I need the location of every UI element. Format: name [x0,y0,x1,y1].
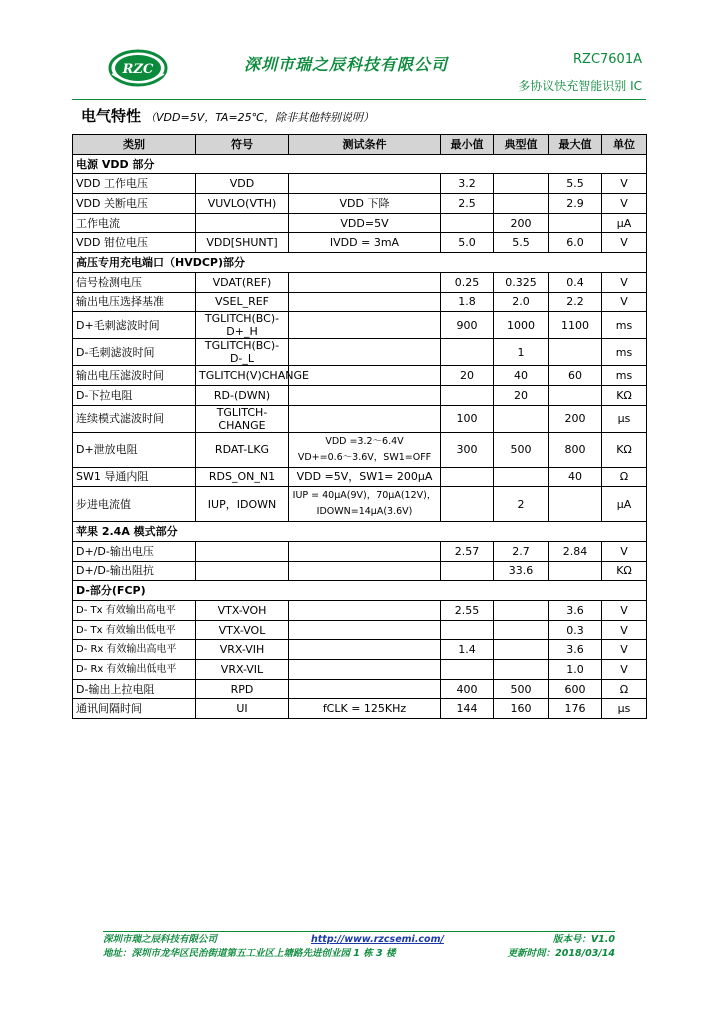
min-value-cell: 5.0 [441,233,494,253]
symbol-cell: TGLITCH(BC)-D-_L [196,339,289,366]
unit-cell: V [602,660,647,680]
rzc-logo [108,48,168,88]
col-header-symbol: 符号 [196,135,289,155]
condition-line-1: VDD =3.2～6.4V [325,435,404,447]
condition-cell [289,385,441,405]
typ-value-cell [494,660,549,680]
symbol-cell: TGLITCH(BC)-D+_H [196,312,289,339]
param-name-cell: D-下拉电阻 [73,385,196,405]
section-heading: D-部分(FCP) [73,581,647,601]
unit-cell: KΩ [602,561,647,581]
company-name: 深圳市瑞之辰科技有限公司 [244,55,449,74]
section-note: （VDD=5V，TA=25℃，除非其他特别说明） [145,111,375,124]
typ-value-cell: 20 [494,385,549,405]
max-value-cell: 176 [549,699,602,719]
condition-cell [289,174,441,194]
logo-text: RZC [122,62,154,77]
max-value-cell: 60 [549,366,602,386]
unit-cell: KΩ [602,432,647,467]
max-value-cell: 0.3 [549,620,602,640]
unit-cell: V [602,194,647,214]
unit-cell: V [602,174,647,194]
table-row [73,213,647,233]
symbol-cell: TGLITCH-CHANGE [196,405,289,432]
table-row [73,467,647,487]
symbol-cell: RDAT-LKG [196,432,289,467]
symbol-cell: VSEL_REF [196,292,289,312]
min-value-cell: 2.5 [441,194,494,214]
condition-cell [289,561,441,581]
typ-value-cell [494,640,549,660]
symbol-cell: VUVLO(VTH) [196,194,289,214]
min-value-cell: 144 [441,699,494,719]
section-row [73,154,647,174]
param-name-cell: D- Tx 有效输出低电平 [73,620,196,640]
table-row [73,194,647,214]
unit-cell: KΩ [602,385,647,405]
unit-cell: V [602,541,647,561]
table-row [73,174,647,194]
condition-cell: VDD 下降 [289,194,441,214]
symbol-cell: IUP，IDOWN [196,487,289,522]
table-row [73,272,647,292]
min-value-cell: 0.25 [441,272,494,292]
param-name-cell: D- Rx 有效输出低电平 [73,660,196,680]
symbol-cell: VDD[SHUNT] [196,233,289,253]
symbol-cell [196,213,289,233]
unit-cell: μs [602,699,647,719]
condition-cell: VDD =5V，SW1= 200μA [289,467,441,487]
max-value-cell: 2.2 [549,292,602,312]
unit-cell: μA [602,487,647,522]
col-header-min: 最小值 [441,135,494,155]
condition-line-2: IDOWN=14μA(3.6V) [316,506,413,518]
param-name-cell: 步进电流值 [73,487,196,522]
min-value-cell: 3.2 [441,174,494,194]
typ-value-cell: 40 [494,366,549,386]
col-header-max: 最大值 [549,135,602,155]
typ-value-cell: 2 [494,487,549,522]
section-row [73,522,647,542]
param-name-cell: D+毛刺滤波时间 [73,312,196,339]
condition-cell [289,660,441,680]
unit-cell: V [602,233,647,253]
symbol-cell: VRX-VIL [196,660,289,680]
product-code: RZC7601A [573,52,642,67]
param-name-cell: VDD 关断电压 [73,194,196,214]
min-value-cell: 1.8 [441,292,494,312]
electrical-spec-table [72,134,647,719]
max-value-cell: 2.9 [549,194,602,214]
condition-cell [289,432,441,467]
col-header-category: 类别 [73,135,196,155]
footer-updated: 更新时间：2018/03/14 [507,948,615,959]
condition-cell: IVDD = 3mA [289,233,441,253]
footer-version: 版本号：V1.0 [552,934,615,945]
symbol-cell: VRX-VIH [196,640,289,660]
condition-cell: VDD=5V [289,213,441,233]
page-footer [103,933,615,961]
condition-cell [289,620,441,640]
symbol-cell: RDS_ON_N1 [196,467,289,487]
symbol-cell: VTX-VOL [196,620,289,640]
typ-value-cell: 500 [494,432,549,467]
col-header-unit: 单位 [602,135,647,155]
unit-cell: ms [602,312,647,339]
min-value-cell [441,620,494,640]
table-row [73,385,647,405]
max-value-cell: 1.0 [549,660,602,680]
min-value-cell: 300 [441,432,494,467]
unit-cell: V [602,292,647,312]
header-divider [72,99,646,100]
min-value-cell: 100 [441,405,494,432]
symbol-cell: UI [196,699,289,719]
symbol-cell [196,561,289,581]
min-value-cell: 20 [441,366,494,386]
max-value-cell: 3.6 [549,601,602,621]
min-value-cell: 2.55 [441,601,494,621]
col-header-typ: 典型值 [494,135,549,155]
condition-cell [289,292,441,312]
section-heading: 苹果 2.4A 模式部分 [73,522,647,542]
section-heading: 电源 VDD 部分 [73,154,647,174]
min-value-cell [441,213,494,233]
max-value-cell: 3.6 [549,640,602,660]
typ-value-cell: 160 [494,699,549,719]
table-row [73,292,647,312]
param-name-cell: 工作电流 [73,213,196,233]
unit-cell: μs [602,405,647,432]
max-value-cell [549,339,602,366]
param-name-cell: 连续模式滤波时间 [73,405,196,432]
symbol-cell: TGLITCH(V)CHANGE [196,366,289,386]
max-value-cell: 1100 [549,312,602,339]
typ-value-cell: 500 [494,679,549,699]
footer-url-link[interactable]: http://www.rzcsemi.com/ [311,934,444,945]
min-value-cell: 400 [441,679,494,699]
min-value-cell [441,385,494,405]
unit-cell: V [602,620,647,640]
symbol-cell: RD-(DWN) [196,385,289,405]
param-name-cell: 输出电压选择基准 [73,292,196,312]
condition-cell [289,405,441,432]
symbol-cell: VDAT(REF) [196,272,289,292]
param-name-cell: VDD 钳位电压 [73,233,196,253]
footer-company: 深圳市瑞之辰科技有限公司 [103,934,218,945]
condition-cell [289,679,441,699]
table-row [73,366,647,386]
typ-value-cell: 1000 [494,312,549,339]
min-value-cell: 900 [441,312,494,339]
min-value-cell: 1.4 [441,640,494,660]
unit-cell: Ω [602,679,647,699]
unit-cell: V [602,272,647,292]
min-value-cell [441,660,494,680]
max-value-cell: 5.5 [549,174,602,194]
param-name-cell: SW1 导通内阻 [73,467,196,487]
param-name-cell: 信号检测电压 [73,272,196,292]
condition-line-1: IUP = 40μA(9V)，70μA(12V)， [292,490,437,502]
condition-cell [289,312,441,339]
max-value-cell: 6.0 [549,233,602,253]
typ-value-cell: 200 [494,213,549,233]
max-value-cell: 200 [549,405,602,432]
typ-value-cell [494,405,549,432]
condition-cell: fCLK = 125KHz [289,699,441,719]
param-name-cell: VDD 工作电压 [73,174,196,194]
symbol-cell [196,541,289,561]
table-row [73,432,647,467]
typ-value-cell: 5.5 [494,233,549,253]
max-value-cell: 2.84 [549,541,602,561]
table-row [73,405,647,432]
min-value-cell [441,487,494,522]
table-row [73,561,647,581]
min-value-cell [441,467,494,487]
table-row [73,601,647,621]
condition-cell [289,640,441,660]
footer-address: 地址：深圳市龙华区民治街道第五工业区上塘路先进创业园 1 栋 3 楼 [103,948,396,959]
condition-cell [289,366,441,386]
min-value-cell [441,561,494,581]
typ-value-cell: 1 [494,339,549,366]
unit-cell: ms [602,366,647,386]
section-title-text: 电气特性 [81,107,142,125]
unit-cell: Ω [602,467,647,487]
section-title [81,105,374,126]
max-value-cell [549,213,602,233]
typ-value-cell [494,194,549,214]
unit-cell: ms [602,339,647,366]
section-row [73,253,647,273]
param-name-cell: D- Tx 有效输出高电平 [73,601,196,621]
param-name-cell: D-毛刺滤波时间 [73,339,196,366]
min-value-cell: 2.57 [441,541,494,561]
typ-value-cell [494,601,549,621]
typ-value-cell [494,174,549,194]
typ-value-cell: 33.6 [494,561,549,581]
condition-cell [289,487,441,522]
footer-divider [103,931,615,932]
param-name-cell: D- Rx 有效输出高电平 [73,640,196,660]
min-value-cell [441,339,494,366]
typ-value-cell: 0.325 [494,272,549,292]
param-name-cell: 通讯间隔时间 [73,699,196,719]
symbol-cell: RPD [196,679,289,699]
table-row [73,620,647,640]
symbol-cell: VTX-VOH [196,601,289,621]
condition-cell [289,541,441,561]
max-value-cell: 0.4 [549,272,602,292]
unit-cell: V [602,640,647,660]
col-header-condition: 测试条件 [289,135,441,155]
condition-line-2: VD+=0.6～3.6V，SW1=OFF [297,451,432,463]
typ-value-cell: 2.7 [494,541,549,561]
table-row [73,699,647,719]
unit-cell: V [602,601,647,621]
max-value-cell [549,561,602,581]
table-row [73,541,647,561]
condition-cell [289,272,441,292]
unit-cell: μA [602,213,647,233]
table-row [73,312,647,339]
table-row [73,660,647,680]
condition-cell [289,339,441,366]
param-name-cell: D+/D-输出阻抗 [73,561,196,581]
max-value-cell [549,487,602,522]
table-row [73,640,647,660]
param-name-cell: D-输出上拉电阻 [73,679,196,699]
table-row [73,339,647,366]
typ-value-cell: 2.0 [494,292,549,312]
symbol-cell: VDD [196,174,289,194]
max-value-cell: 600 [549,679,602,699]
table-row [73,679,647,699]
param-name-cell: D+泄放电阻 [73,432,196,467]
table-row [73,233,647,253]
param-name-cell: 输出电压滤波时间 [73,366,196,386]
section-row [73,581,647,601]
param-name-cell: D+/D-输出电压 [73,541,196,561]
typ-value-cell [494,467,549,487]
table-header-row [73,135,647,155]
table-row [73,487,647,522]
product-subtitle: 多协议快充智能识别 IC [518,79,642,93]
table-body [73,154,647,718]
max-value-cell: 800 [549,432,602,467]
max-value-cell: 40 [549,467,602,487]
typ-value-cell [494,620,549,640]
max-value-cell [549,385,602,405]
section-heading: 高压专用充电端口（HVDCP)部分 [73,253,647,273]
page-header [72,44,646,100]
condition-cell [289,601,441,621]
